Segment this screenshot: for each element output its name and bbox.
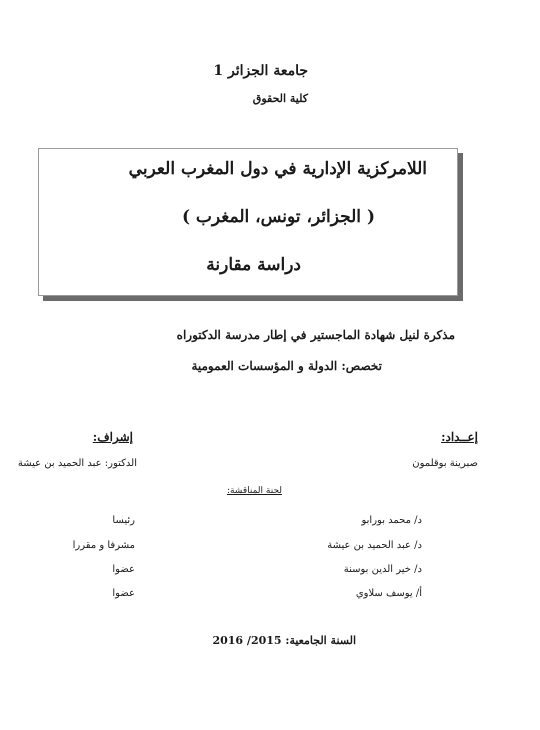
thesis-title-countries: ( الجزائر، تونس، المغرب ) — [181, 207, 375, 227]
supervisor-name: الدكتور: عبد الحميد بن عيشة — [17, 458, 137, 469]
university-name: جامعة الجزائر 1 — [213, 63, 308, 79]
committee-member-name: د/ عبد الحميد بن عيشة — [327, 540, 422, 551]
academic-year: السنة الجامعية: 2015/ 2016 — [212, 634, 356, 647]
committee-member-role: عضوا — [112, 588, 135, 599]
preparation-label: إعــداد: — [441, 430, 478, 444]
memo-speciality: تخصص: الدولة و المؤسسات العمومية — [191, 359, 382, 373]
committee-member-name: د/ محمد بورابو — [361, 515, 422, 526]
committee-member-role: عضوا — [112, 564, 135, 575]
thesis-title-subtitle: دراسة مقارنة — [206, 255, 301, 275]
thesis-title: اللامركزية الإدارية في دول المغرب العربي — [128, 159, 427, 179]
committee-member-name: د/ خير الدين بوسنة — [343, 564, 422, 575]
committee-member-role: رئيسا — [112, 515, 135, 526]
committee-label: لجنة المناقشة: — [226, 486, 282, 496]
faculty-name: كلية الحقوق — [252, 92, 308, 105]
memo-description: مذكرة لنيل شهادة الماجستير في إطار مدرسة الدكتوراه — [176, 328, 455, 342]
supervision-label: إشراف: — [92, 430, 133, 444]
committee-member-role: مشرفا و مقررا — [72, 540, 135, 551]
title-box — [38, 148, 458, 296]
committee-member-name: أ/ يوسف سلاوي — [355, 588, 422, 599]
preparation-name: صبرينة بوقلمون — [412, 458, 478, 469]
